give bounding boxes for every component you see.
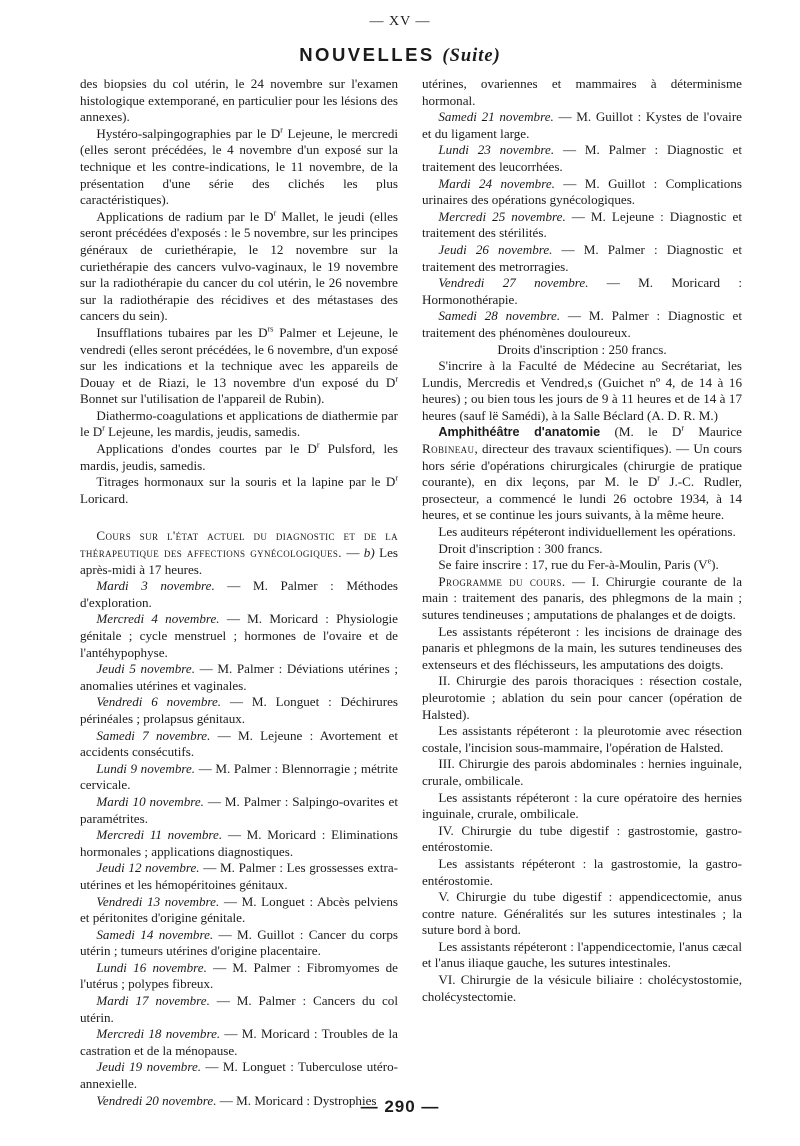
schedule-date: Jeudi 5 novembre. (96, 661, 195, 677)
paragraph (80, 474, 398, 507)
program-paragraph: Les assistants répéteront : la pleurotomie avec résection costale, l'incision sous-mammaire, l'opération de Halsted. (422, 723, 742, 755)
text: — (341, 545, 364, 561)
schedule-topic: — M. Palmer : Cancers du col utérin. (80, 993, 398, 1025)
schedule-topic: — M. Palmer : Les grossesses extra-utérines et les hémopéritoines génitaux. (80, 860, 398, 892)
program-paragraph: III. Chirurgie des parois abdominales : hernies inguinale, crurale, ombilicale. (422, 756, 742, 788)
text: Titrages hormonaux sur la souris et la lapine par le D (96, 474, 396, 490)
schedule-date: Lundi 16 novembre. (96, 959, 207, 975)
schedule-topic: — M. Longuet : Tuberculose utéro-annexielle. (80, 1059, 398, 1092)
section-title-suite: (Suite) (442, 46, 501, 66)
schedule-topic: — M. Palmer : Diagnostic et traitement des leucorrhées. (422, 142, 742, 174)
program-list (422, 624, 742, 1006)
text: Robineau (422, 441, 475, 457)
superscript: r (395, 374, 398, 384)
schedule-date: Lundi 23 novembre. (438, 142, 555, 158)
program-heading: Programme du cours. (438, 573, 566, 589)
schedule-topic: — M. Longuet : Déchirures périnéales ; prolapsus génitaux. (80, 694, 398, 726)
schedule-item (80, 993, 398, 1026)
superscript: rs (267, 324, 274, 334)
schedule-date: Vendredi 27 novembre. (438, 275, 589, 291)
program-paragraph: IV. Chirurgie du tube digestif : gastrostomie, gastro-entérostomie. (422, 822, 742, 855)
paragraph (422, 424, 742, 524)
text: J.-C. Rudler, prosecteur, a commencé le lundi 26 octobre 1934, à 14 heures, et se continue les jours suivants, à la même heure. (422, 474, 742, 523)
schedule-item (422, 275, 742, 308)
schedule-item (80, 794, 398, 827)
text: Bonnet sur l'utilisation de l'appareil de Rubin). (80, 391, 325, 407)
schedule-item (80, 894, 398, 927)
page-number-roman: — XV — (369, 14, 431, 29)
schedule-date: Mardi 3 novembre. (96, 578, 215, 594)
text: Applications d'ondes courtes par le D (96, 441, 317, 457)
schedule-list (422, 109, 742, 341)
program-paragraph: Les assistants répéteront : les incisions de drainage des panaris et phlegmons de la main, les sutures tendineuses des extenseurs et des fléchisseurs, les amputations des doigts. (422, 623, 742, 672)
left-column (80, 76, 398, 1109)
schedule-item (80, 1059, 398, 1092)
schedule-topic: — M. Longuet : Abcès pelviens et péritonites d'origine génitale. (80, 893, 398, 926)
superscript: e (707, 556, 712, 566)
paragraph (80, 441, 398, 474)
fee-line: Droits d'inscription : 250 francs. (497, 341, 667, 357)
paragraph (80, 209, 398, 325)
text: Loricard. (80, 490, 129, 506)
schedule-date: Jeudi 12 novembre. (96, 860, 200, 876)
schedule-date: Mercredi 18 novembre. (96, 1026, 221, 1042)
course-heading (80, 528, 398, 578)
schedule-topic: — M. Lejeune : Diagnostic et traitement des stérilités. (422, 208, 742, 241)
schedule-item (80, 1026, 398, 1059)
paragraph: Les auditeurs répéteront individuellement les opérations. (438, 524, 736, 540)
text: Insufflations tubaires par les D (96, 324, 268, 340)
schedule-topic: — M. Moricard : Dystrophies (216, 1092, 377, 1108)
superscript: r (681, 424, 685, 434)
text: Lejeune, les mardis, jeudis, samedis. (104, 424, 301, 440)
schedule-item (422, 242, 742, 275)
schedule-topic: — M. Palmer : Fibromyomes de l'utérus ; polypes fibreux. (80, 959, 398, 992)
program-paragraph: V. Chirurgie du tube digestif : appendicectomie, anus contre nature. Généralités sur les sutures intestinales ; la suture bord à bord. (422, 889, 742, 938)
schedule-item (422, 176, 742, 209)
superscript: r (273, 208, 277, 218)
text: Palmer et Lejeune, le vendredi (elles seront précédées, le 6 novembre, d'un exposé sur les indications et la technique avec les appareils de Douay et de Riazi, le 13 novembre d'un exposé du D (80, 324, 398, 390)
superscript: r (316, 440, 320, 450)
program-paragraph: Les assistants répéteront : la cure opératoire des hernies inguinale, crurale, ombilicale. (422, 789, 742, 822)
schedule-date: Vendredi 20 novembre. (96, 1092, 217, 1108)
schedule-topic: — M. Palmer : Méthodes d'exploration. (80, 578, 398, 610)
schedule-date: Samedi 14 novembre. (96, 926, 214, 942)
text: Lejeune, le mercredi (elles seront précédées, le 4 novembre d'un exposé sur la technique et les contre-indications, le 11 novembre, de la présentation d'une série des clichés les plus caractéristiques). (80, 125, 398, 208)
schedule-item (422, 209, 742, 242)
schedule-topic: — M. Lejeune : Avortement et accidents consécutifs. (80, 727, 398, 760)
schedule-item (80, 578, 398, 611)
schedule-item (80, 761, 398, 794)
schedule-topic: — M. Palmer : Déviations utérines ; anomalies utérines et vaginales. (80, 661, 398, 693)
schedule-topic: — M. Guillot : Complications urinaires des opérations gynécologiques. (422, 175, 742, 208)
schedule-date: Mardi 10 novembre. (96, 793, 204, 809)
schedule-topic: — M. Guillot : Cancer du corps utérin ; tumeurs utérines d'origine placentaire. (80, 926, 398, 959)
schedule-date: Samedi 28 novembre. (438, 308, 561, 324)
schedule-item (80, 860, 398, 893)
schedule-date: Mardi 17 novembre. (96, 993, 210, 1009)
schedule-topic: — M. Palmer : Blennorragie ; métrite cervicale. (80, 760, 398, 793)
section-title (0, 44, 800, 67)
text: Hystéro-salpingographies par le D (96, 125, 281, 141)
superscript: r (395, 473, 398, 483)
text: Diathermo-coagulations et applications de diathermie par le D (80, 407, 398, 440)
text: Mallet, le jeudi (elles seront précédées d'exposés : le 5 novembre, sur les principes généraux de curiethérapie, le 12 novembre sur la curiethérapie des cancers vulvo-vaginaux, le 19 novembre sur la radiothérapie du cancer du col utérin, le 26 novembre sur la radiothérapie des récidives et des métastases des cancers du sein). (80, 208, 398, 324)
program-paragraph: VI. Chirurgie de la vésicule biliaire : cholécystostomie, cholécystectomie. (422, 972, 742, 1004)
program-paragraph: Les assistants répéteront : la gastrostomie, la gastro-entérostomie. (422, 855, 742, 888)
schedule-date: Mercredi 25 novembre. (438, 208, 566, 224)
schedule-date: Vendredi 13 novembre. (96, 893, 220, 909)
text: Applications de radium par le D (96, 208, 274, 224)
text: (M. le D (600, 424, 682, 440)
section-title-main: NOUVELLES (299, 44, 435, 65)
paragraph: des biopsies du col utérin, le 24 novembre sur l'examen histologique extemporané, en particulier pour les lésions des annexes). (80, 76, 398, 125)
text: ). (711, 557, 719, 573)
paragraph: S'incrire à la Faculté de Médecine au Secrétariat, les Lundis, Mercredis et Vendred,s (Guichet nº 4, de 14 à 16 heures) ; ou bien tous les jours de 9 à 11 heures et de 14 à 17 heures (sauf lë Samédi), à la Salle Béclard (A. D. R. M.) (422, 358, 742, 423)
schedule-list (80, 578, 398, 1109)
schedule-date: Mercredi 4 novembre. (96, 611, 220, 627)
schedule-topic: — M. Moricard : Physiologie génitale ; cycle menstruel ; hormones de l'ovaire et de l'antéhypophyse. (80, 611, 398, 660)
text: Pulsford, les mardis, jeudis, samedis. (80, 441, 398, 473)
schedule-item (80, 611, 398, 661)
schedule-item (422, 142, 742, 175)
text: Maurice (684, 424, 742, 440)
program-paragraph: II. Chirurgie des parois thoraciques : résection costale, pleurotomie ; ablation du sein pour cancer (opération de Halsted). (422, 673, 742, 722)
paragraph: Droit d'inscription : 300 francs. (438, 540, 603, 556)
text: , directeur des travaux scientifiques). — Un cours hors série d'opérations chirurgicales (chirurgie de pratique courante), en dix leçons, par M. le D (422, 441, 742, 490)
right-column (422, 76, 742, 1005)
paragraph: utérines, ovariennes et mammaires à déterminisme hormonal. (422, 76, 742, 108)
paragraph (422, 557, 742, 574)
program-paragraph: Les assistants répéteront : l'appendicectomie, l'anus cæcal et l'anus iliaque gauche, les sutures intestinales. (422, 938, 742, 971)
schedule-item (80, 694, 398, 727)
schedule-item (80, 661, 398, 694)
schedule-date: Lundi 9 novembre. (96, 760, 196, 776)
schedule-topic: — M. Palmer : Diagnostic et traitement des metrorragies. (422, 241, 742, 274)
anatomy-heading: Amphithéâtre d'anatomie (438, 425, 601, 440)
schedule-date: Vendredi 6 novembre. (96, 694, 222, 710)
schedule-date: Samedi 7 novembre. (96, 727, 211, 743)
paragraph (80, 325, 398, 408)
superscript: r (102, 424, 105, 434)
schedule-topic: — M. Moricard : Hormonothérapie. (422, 275, 742, 307)
schedule-topic: — M. Palmer : Salpingo-ovarites et paramétrites. (80, 793, 398, 826)
schedule-topic: — M. Moricard : Troubles de la castration et de la ménopause. (80, 1026, 398, 1058)
schedule-item (80, 927, 398, 960)
schedule-date: Mercredi 11 novembre. (96, 827, 223, 843)
text: Les après-midi à 17 heures. (80, 545, 398, 577)
schedule-item (422, 308, 742, 341)
schedule-date: Mardi 24 novembre. (438, 175, 555, 191)
schedule-item (80, 827, 398, 860)
page-number: — 290 — (360, 1097, 440, 1116)
superscript: r (280, 125, 283, 135)
schedule-topic: — M. Guillot : Kystes de l'ovaire et du ligament large. (422, 109, 742, 141)
paragraph (80, 408, 398, 441)
paragraph (422, 574, 742, 624)
text: Se faire inscrire : 17, rue du Fer-à-Moulin, Paris (V (438, 557, 708, 573)
schedule-item (422, 109, 742, 142)
schedule-item (80, 728, 398, 761)
schedule-topic: — M. Palmer : Diagnostic et traitement des phénomènes douloureux. (422, 308, 742, 340)
text: b) (363, 545, 375, 561)
schedule-date: Samedi 21 novembre. (438, 109, 554, 125)
schedule-date: Jeudi 19 novembre. (96, 1059, 202, 1075)
superscript: r (657, 473, 660, 483)
text: — I. Chirurgie courante de la main : traitement des panaris, des phlegmons de la main ; sutures tendineuses ; amputations de phalanges et de doigts. (422, 573, 743, 622)
schedule-item (80, 960, 398, 993)
schedule-topic: — M. Moricard : Eliminations hormonales ; applications diagnostiques. (80, 827, 398, 859)
paragraph (80, 126, 398, 209)
schedule-date: Jeudi 26 novembre. (438, 241, 553, 257)
course-title: Cours sur l'état actuel du diagnostic et de la thérapeutique des affections gynécologiques. (80, 528, 398, 561)
